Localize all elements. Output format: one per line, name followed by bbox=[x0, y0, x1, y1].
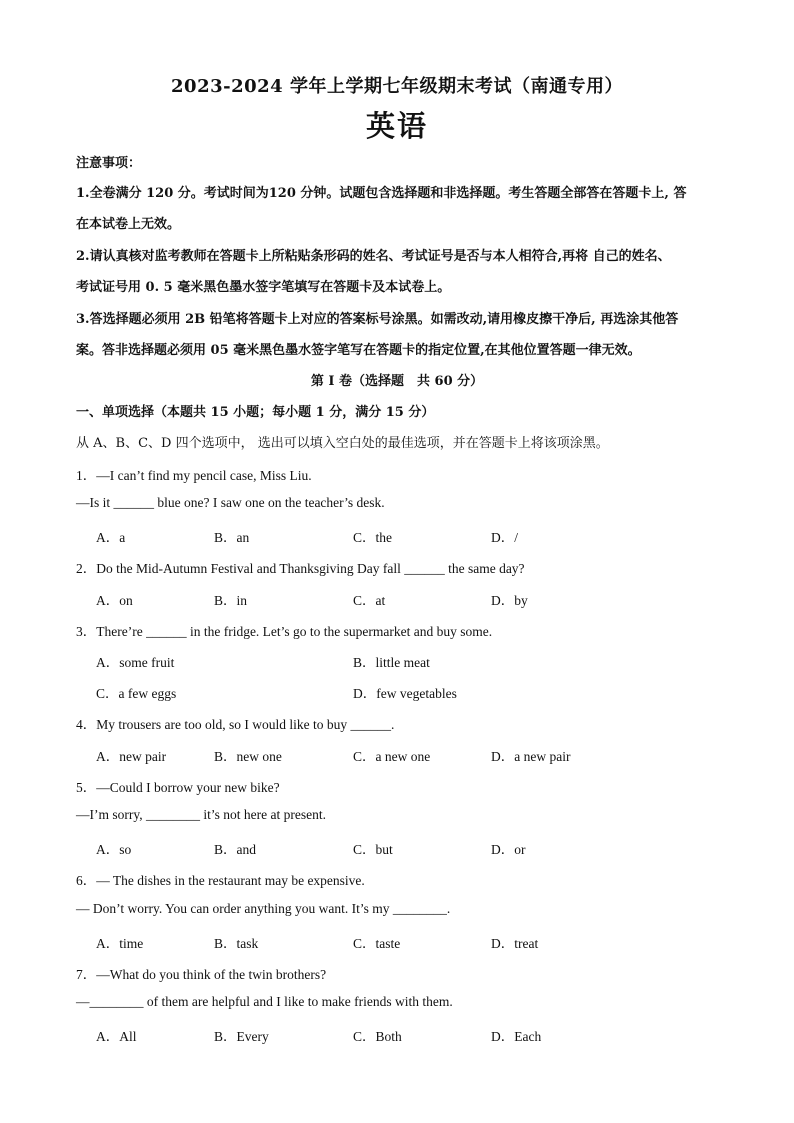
question-1-option-a[interactable]: A．a bbox=[96, 530, 126, 545]
section-1-instruction: 从 A、B、C、D 四个选项中， 选出可以填入空白处的最佳选项，并在答题卡上将该项涂黑。 bbox=[76, 436, 609, 451]
question-4-option-c[interactable]: C．a new one bbox=[353, 749, 431, 764]
notice-item-2-line-1: 2.请认真核对监考教师在答题卡上所粘贴条形码的姓名、考试证号是否与本人相符合,再将 自己的姓名、 bbox=[76, 249, 671, 264]
question-2-option-a[interactable]: A．on bbox=[96, 593, 133, 608]
question-1-response: —Is it ______ blue one? I saw one on the teacher’s desk. bbox=[76, 495, 385, 510]
notice-item-1-line-1: 1.全卷满分 120 分。考试时间为120 分钟。试题包含选择题和非选择题。考生答题全部答在答题卡上, 答 bbox=[76, 186, 687, 201]
question-6-option-d[interactable]: D．treat bbox=[491, 936, 539, 951]
question-6-option-c[interactable]: C．taste bbox=[353, 936, 401, 951]
question-3-option-d[interactable]: D．few vegetables bbox=[353, 686, 457, 701]
question-4-option-d[interactable]: D．a new pair bbox=[491, 749, 571, 764]
question-7-option-a[interactable]: A．All bbox=[96, 1029, 137, 1044]
question-2-option-d[interactable]: D．by bbox=[491, 593, 528, 608]
question-3-stem: 3．There’re ______ in the fridge. Let’s go to the supermarket and buy some. bbox=[76, 624, 493, 639]
question-5-option-a[interactable]: A．so bbox=[96, 842, 132, 857]
question-2-stem: 2．Do the Mid-Autumn Festival and Thanksgiving Day fall ______ the same day? bbox=[76, 561, 525, 576]
question-1-option-c[interactable]: C．the bbox=[353, 530, 392, 545]
question-5-option-d[interactable]: D．or bbox=[491, 842, 526, 857]
notice-item-1-line-2: 在本试卷上无效。 bbox=[76, 217, 181, 232]
question-3-option-c[interactable]: C．a few eggs bbox=[96, 686, 177, 701]
question-4-option-b[interactable]: B．new one bbox=[214, 749, 282, 764]
question-6-response: — Don’t worry. You can order anything you want. It’s my ________. bbox=[76, 901, 451, 916]
question-2-option-b[interactable]: B．in bbox=[214, 593, 248, 608]
question-5-response: —I’m sorry, ________ it’s not here at present. bbox=[76, 807, 326, 822]
notice-heading: 注意事项： bbox=[76, 156, 142, 171]
question-7-response: —________ of them are helpful and I like to make friends with them. bbox=[76, 994, 453, 1009]
question-4-stem: 4．My trousers are too old, so I would like to buy ______. bbox=[76, 717, 395, 732]
notice-item-2-line-2: 考试证号用 0. 5 毫米黑色墨水签字笔填写在答题卡及本试卷上。 bbox=[76, 280, 451, 295]
question-7-option-b[interactable]: B．Every bbox=[214, 1029, 269, 1044]
question-7-stem: 7．—What do you think of the twin brothers? bbox=[76, 967, 327, 982]
notice-item-3-line-1: 3.答选择题必须用 2B 铅笔将答题卡上对应的答案标号涂黑。如需改动,请用橡皮擦干净后, 再选涂其他答 bbox=[76, 312, 679, 327]
question-5-stem: 5．—Could I borrow your new bike? bbox=[76, 780, 280, 795]
part-1-heading: 第 I 卷（选择题 共 60 分） bbox=[310, 374, 484, 389]
question-5-option-c[interactable]: C．but bbox=[353, 842, 393, 857]
exam-title: 2023-2024 学年上学期七年级期末考试（南通专用） bbox=[171, 76, 623, 97]
exam-subject: 英语 bbox=[365, 109, 428, 143]
question-6-stem: 6．— The dishes in the restaurant may be expensive. bbox=[76, 873, 365, 888]
question-5-option-b[interactable]: B．and bbox=[214, 842, 256, 857]
question-4-option-a[interactable]: A．new pair bbox=[96, 749, 167, 764]
question-6-option-a[interactable]: A．time bbox=[96, 936, 144, 951]
question-3-option-b[interactable]: B．little meat bbox=[353, 655, 430, 670]
question-1-option-b[interactable]: B．an bbox=[214, 530, 250, 545]
question-1-stem: 1．—I can’t find my pencil case, Miss Liu. bbox=[76, 468, 312, 483]
notice-item-3-line-2: 案。答非选择题必须用 05 毫米黑色墨水签字笔写在答题卡的指定位置,在其他位置答题一律无效。 bbox=[76, 343, 641, 358]
question-7-option-c[interactable]: C．Both bbox=[353, 1029, 402, 1044]
section-1-heading: 一、单项选择（本题共 15 小题；每小题 1 分，满分 15 分） bbox=[76, 405, 435, 420]
question-3-option-a[interactable]: A．some fruit bbox=[96, 655, 175, 670]
question-2-option-c[interactable]: C．at bbox=[353, 593, 386, 608]
question-1-option-d[interactable]: D．/ bbox=[491, 530, 518, 545]
question-6-option-b[interactable]: B．task bbox=[214, 936, 259, 951]
question-7-option-d[interactable]: D．Each bbox=[491, 1029, 542, 1044]
